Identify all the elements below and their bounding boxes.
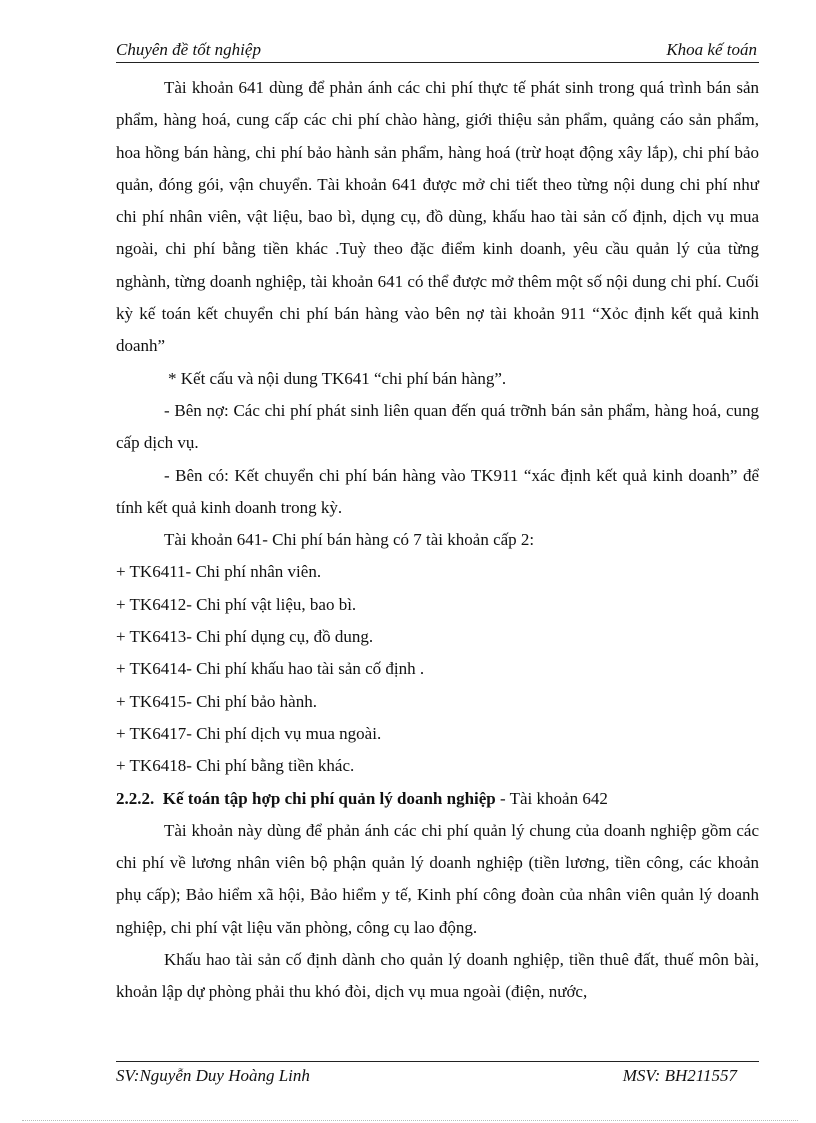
section-number: 2.2.2. — [116, 788, 155, 808]
list-item: + TK6418- Chi phí bằng tiền khác. — [116, 756, 355, 776]
section-title: Kế toán tập hợp chi phí quản lý doanh nghiệp — [162, 788, 496, 808]
paragraph-debit-side: - Bên nợ: Các chi phí phát sinh liên quan đến quá trỡnh bán sản phẩm, hàng hoá, cung cấp dịch vụ. — [116, 400, 759, 453]
header-department: Khoa kế toán — [666, 40, 757, 59]
list-item: + TK6411- Chi phí nhân viên. — [116, 562, 322, 582]
document-body — [116, 72, 759, 1009]
page-header — [116, 38, 759, 63]
paragraph-credit-side: - Bên có: Kết chuyển chi phí bán hàng vào TK911 “xác định kết quả kinh doanh” để tính kết quả kinh doanh trong kỳ. — [116, 465, 759, 517]
footer-student: SV:Nguyễn Duy Hoàng Linh — [116, 1066, 310, 1085]
page-bottom-divider — [22, 1120, 798, 1121]
footer-student-id: MSV: BH211557 — [622, 1066, 737, 1085]
paragraph-structure: * Kết cấu và nội dung TK641 “chi phí bán hàng”. — [168, 368, 507, 388]
section-heading — [116, 783, 759, 815]
section-suffix: - Tài khoản 642 — [495, 788, 608, 808]
paragraph-depreciation: Khấu hao tài sản cố định dành cho quản lý doanh nghiệp, tiền thuê đất, thuế môn bài, khoản lập dự phòng phải thu khó đòi, dịch vụ mua ngoài (điện, nước, — [116, 950, 759, 1002]
list-item: + TK6412- Chi phí vật liệu, bao bì. — [116, 594, 357, 614]
header-title: Chuyên đề tốt nghiệp — [116, 40, 261, 59]
list-item: + TK6417- Chi phí dịch vụ mua ngoài. — [116, 723, 382, 743]
list-item: + TK6413- Chi phí dụng cụ, đồ dung. — [116, 627, 374, 647]
paragraph-sub-accounts-intro: Tài khoản 641- Chi phí bán hàng có 7 tài khoản cấp 2: — [164, 530, 535, 550]
paragraph-tk642-intro: Tài khoản này dùng để phản ánh các chi phí quản lý chung của doanh nghiệp gồm các chi phí về lương nhân viên bộ phận quản lý doanh nghiệp (tiền lương, tiền công, các khoản phụ cấp); Bảo hiểm xã hội, Bảo hiểm y tế, Kinh phí công đoàn của nhân viên quản lý doanh nghiệp, chi phí vật liệu văn phòng, công cụ lao động. — [116, 820, 759, 937]
list-item: + TK6414- Chi phí khấu hao tài sản cố định . — [116, 659, 425, 679]
page-footer — [116, 1061, 759, 1088]
paragraph-tk641-intro: Tài khoản 641 dùng để phản ánh các chi phí thực tế phát sinh trong quá trình bán sản phẩm, hàng hoá, cung cấp các chi phí chào hàng, giới thiệu sản phẩm, quảng cáo sản phẩm, hoa hồng bán hàng, chi phí bảo hành sản phẩm, hàng hoá (trừ hoạt động xây lắp), chi phí bảo quản, đóng gói, vận chuyển. Tài khoản 641 được mở chi tiết theo từng nội dung chi phí như chi phí nhân viên, vật liệu, bao bì, dụng cụ, đồ dùng, khấu hao tài sản cố định, dịch vụ mua ngoài, chi phí bằng tiền khác .Tuỳ theo đặc điểm kinh doanh, yêu cầu quản lý của từng nghành, từng doanh nghiệp, tài khoản 641 có thể được mở thêm một số nội dung chi phí. Cuối kỳ kế toán kết chuyển chi phí bán hàng vào bên nợ tài khoản 911 “Xỏc định kết quả kinh doanh” — [116, 78, 759, 356]
list-item: + TK6415- Chi phí bảo hành. — [116, 691, 317, 711]
